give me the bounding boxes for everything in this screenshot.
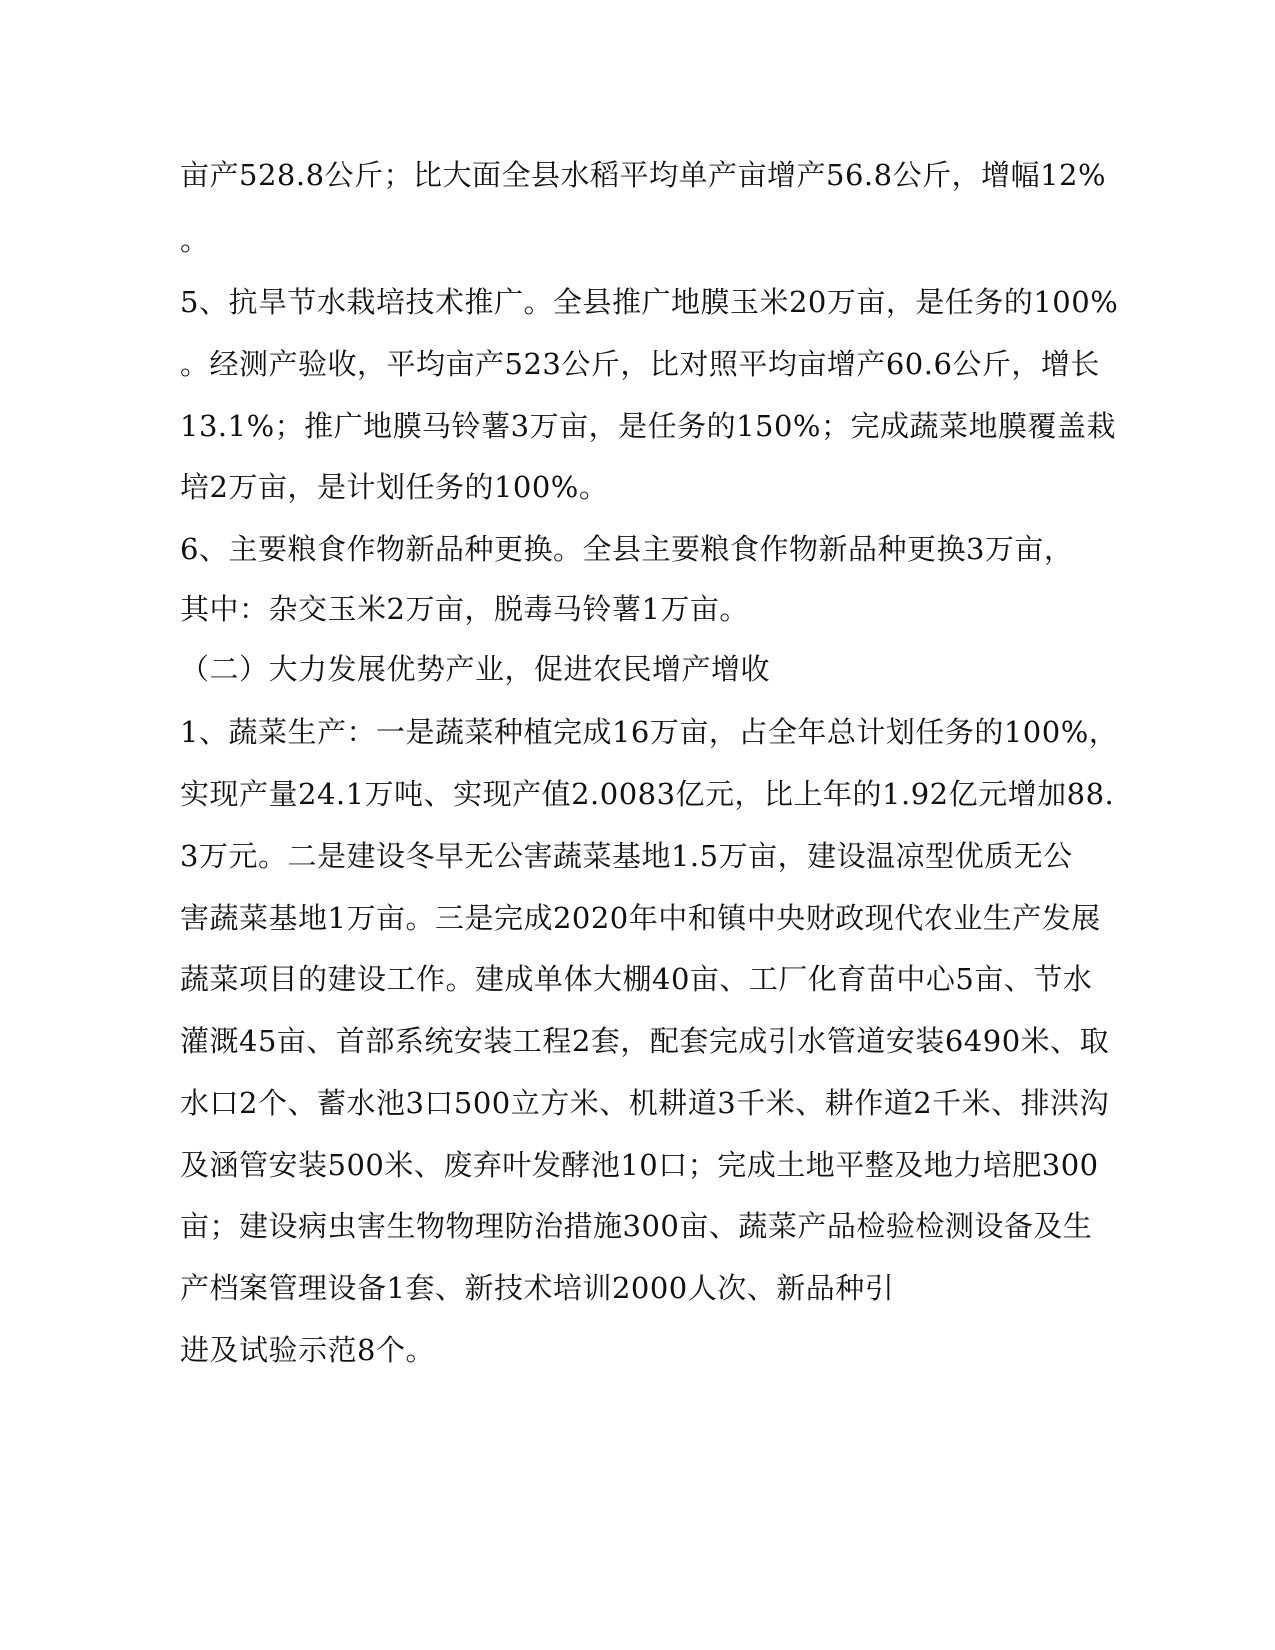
text-line: 。经测产验收，平均亩产523公斤，比对照平均亩增产60.6公斤，增长 <box>180 347 1100 381</box>
text-line: 1、蔬菜生产：一是蔬菜种植完成16万亩，占全年总计划任务的100%， <box>180 715 1119 749</box>
text-line: 3万元。二是建设冬早无公害蔬菜基地1.5万亩，建设温凉型优质无公 <box>180 839 1073 873</box>
text-line: 害蔬菜基地1万亩。三是完成2020年中和镇中央财政现代农业生产发展 <box>180 901 1101 935</box>
text-line: 亩产528.8公斤；比大面全县水稻平均单产亩增产56.8公斤，增幅12% <box>180 158 1107 192</box>
text-line: 6、主要粮食作物新品种更换。全县主要粮食作物新品种更换3万亩， <box>180 532 1074 566</box>
text-line: 实现产量24.1万吨、实现产值2.0083亿元，比上年的1.92亿元增加88. <box>180 777 1115 811</box>
text-line: 其中：杂交玉米2万亩，脱毒马铃薯1万亩。 <box>180 592 749 626</box>
section-heading: （二）大力发展优势产业，促进农民增产增收 <box>180 652 771 686</box>
text-line: 蔬菜项目的建设工作。建成单体大棚40亩、工厂化育苗中心5亩、节水 <box>180 962 1093 996</box>
text-line: 5、抗旱节水栽培技术推广。全县推广地膜玉米20万亩，是任务的100% <box>180 285 1119 319</box>
text-line: 进及试验示范8个。 <box>180 1333 435 1367</box>
text-line: 及涵管安装500米、废弃叶发酵池10口；完成土地平整及地力培肥300 <box>180 1148 1099 1182</box>
text-line: 产档案管理设备1套、新技术培训2000人次、新品种引 <box>180 1271 895 1305</box>
text-line: 灌溉45亩、首部系统安装工程2套，配套完成引水管道安装6490米、取 <box>180 1024 1110 1058</box>
text-line: 亩；建设病虫害生物物理防治措施300亩、蔬菜产品检验检测设备及生 <box>180 1209 1093 1243</box>
text-line: 13.1%；推广地膜马铃薯3万亩，是任务的150%；完成蔬菜地膜覆盖栽 <box>180 409 1116 443</box>
text-line: 水口2个、蓄水池3口500立方米、机耕道3千米、耕作道2千米、排洪沟 <box>180 1086 1110 1120</box>
text-line: 培2万亩，是计划任务的100%。 <box>180 470 609 504</box>
text-line: 。 <box>180 223 210 257</box>
